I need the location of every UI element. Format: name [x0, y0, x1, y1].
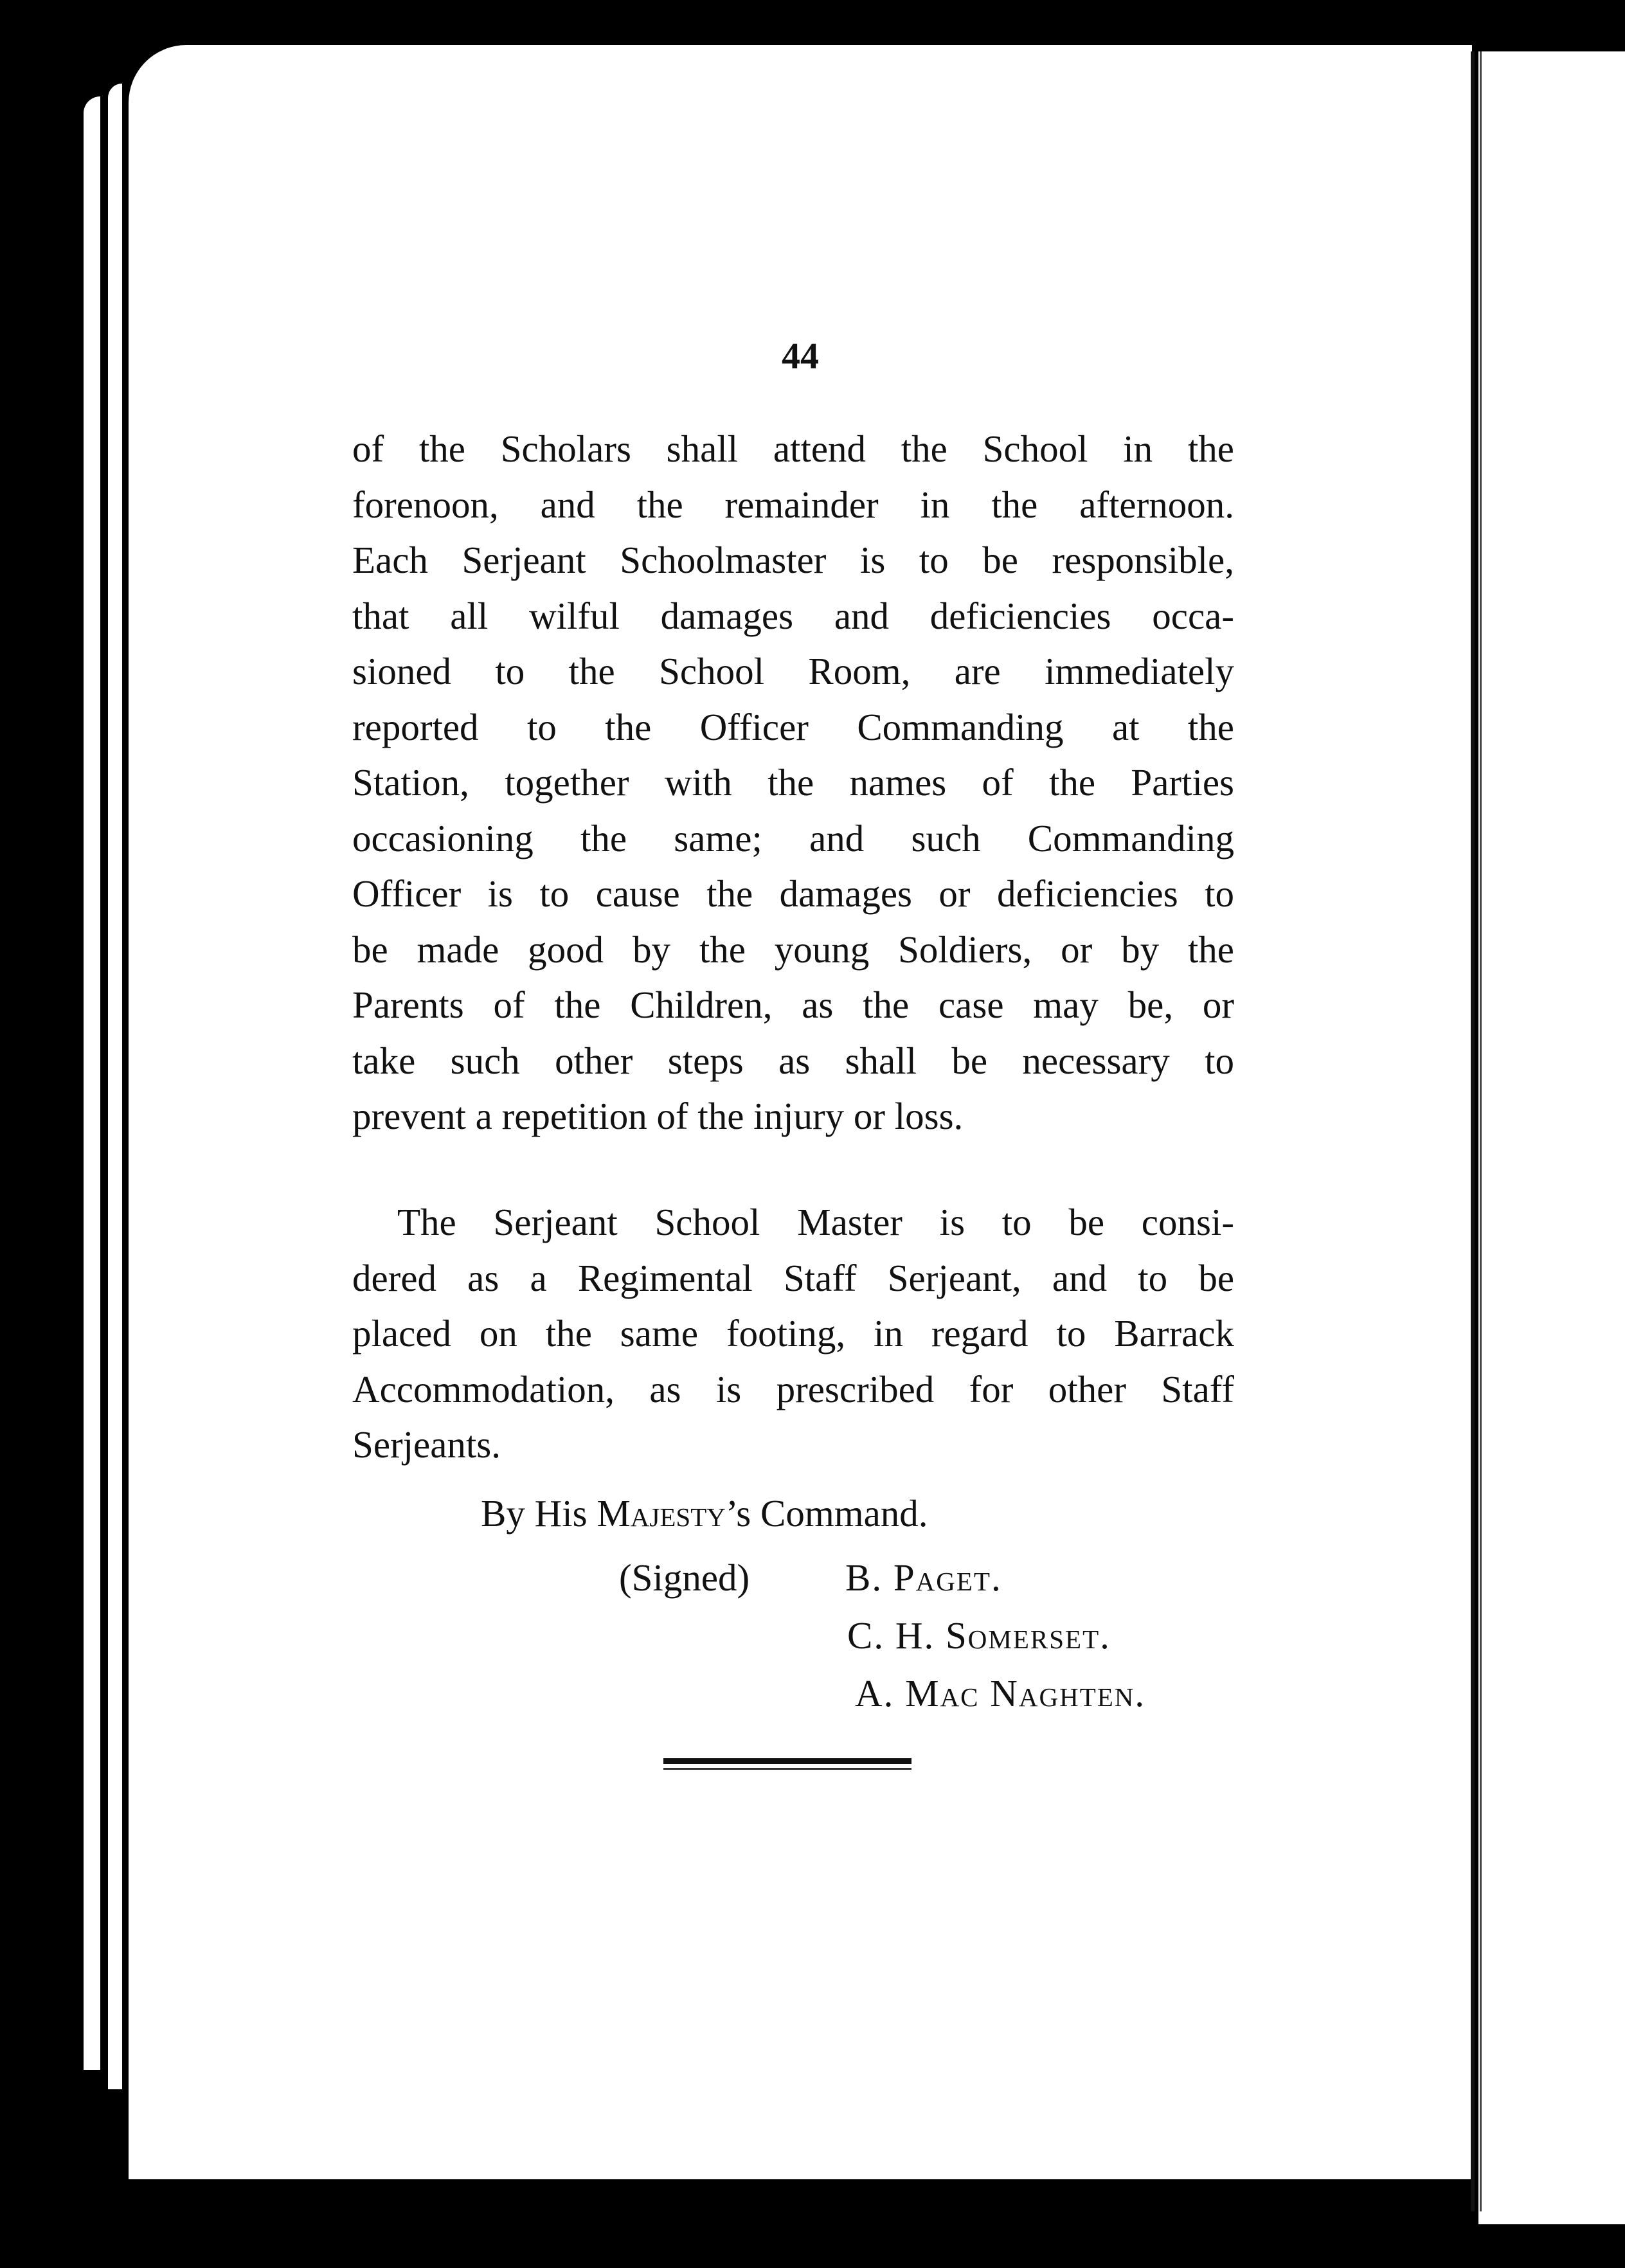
command-prefix: By His [481, 1492, 597, 1534]
text-line: dered as a Regimental Staff Serjeant, and to be [352, 1256, 1234, 1299]
paragraph-1 [352, 421, 1234, 1144]
command-suffix: ’s Command. [725, 1492, 928, 1534]
text-line: be made good by the young Soldiers, or by the [352, 928, 1234, 971]
signatory-somerset: C. H. Somerset. [847, 1614, 1111, 1657]
text-line: occasioning the same; and such Commanding [352, 816, 1234, 860]
text-line: The Serjeant School Master is to be consi- [397, 1201, 1234, 1243]
page-number: 44 [782, 335, 819, 377]
command-majesty: Majesty [597, 1492, 726, 1534]
text-line: take such other steps as shall be necessary to [352, 1039, 1234, 1082]
text-line: sioned to the School Room, are immediately [352, 650, 1234, 692]
signatory-paget: B. Paget. [845, 1556, 1002, 1599]
closing-rule [663, 1758, 911, 1764]
text-line: that all wilful damages and deficiencies occa- [352, 594, 1234, 637]
text-line: Parents of the Children, as the case may be, or [352, 984, 1234, 1026]
signatory-macnaghten: A. Mac Naghten. [855, 1672, 1146, 1715]
page-edge [108, 84, 122, 2089]
signed-label: (Signed) [619, 1556, 750, 1599]
text-line: placed on the same footing, in regard to Barrack [352, 1312, 1234, 1354]
closing-rule-thin [663, 1768, 911, 1770]
binding-fold [1471, 51, 1475, 2211]
paragraph-2 [352, 1194, 1234, 1473]
text-line: Station, together with the names of the Parties [352, 761, 1234, 804]
binding-fold [1480, 51, 1482, 2211]
text-line: Each Serjeant Schoolmaster is to be responsible, [352, 539, 1234, 581]
text-line: of the Scholars shall attend the School in the [352, 428, 1234, 470]
text-line: forenoon, and the remainder in the afternoon. [352, 483, 1234, 526]
facing-page-edge [1478, 51, 1625, 2224]
text-line: Officer is to cause the damages or deficiencies to [352, 872, 1234, 915]
text-line: Accommodation, as is prescribed for other Staff [352, 1367, 1234, 1410]
text-line: Serjeants. [352, 1423, 501, 1466]
text-line: reported to the Officer Commanding at the [352, 705, 1234, 748]
royal-command-line [481, 1491, 928, 1536]
text-line: prevent a repetition of the injury or loss. [352, 1095, 964, 1137]
page-edge [84, 96, 100, 2070]
